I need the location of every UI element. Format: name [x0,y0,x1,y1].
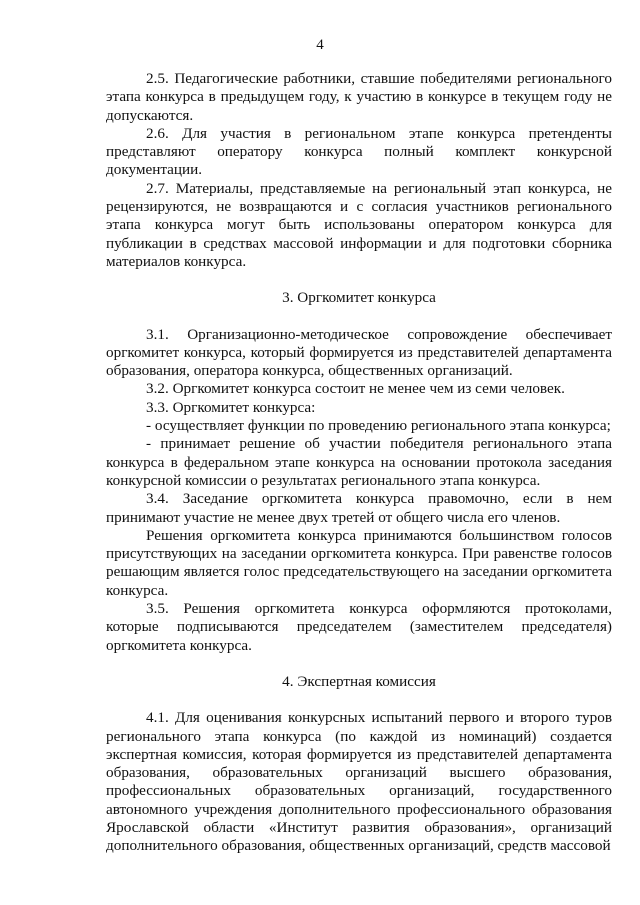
spacer [106,308,612,326]
paragraph-3-4: 3.4. Заседание оргкомитета конкурса правомочно, если в нем принимают участие не менее двух третей от общего числа его членов. [106,490,612,526]
spacer [106,655,612,673]
paragraph-2-7: 2.7. Материалы, представляемые на региональный этап конкурса, не рецензируются, не возвращаются и с согласия участников регионального этапа конкурса могут быть использованы оператором конкурса для публикации в средствах массовой информации и для подготовки сборника материалов конкурса. [106,179,612,270]
paragraph-3-3: 3.3. Оргкомитет конкурса: [146,398,316,416]
paragraph-3-2: 3.2. Оргкомитет конкурса состоит не менее чем из семи человек. [146,380,565,398]
paragraph-4-1: 4.1. Для оценивания конкурсных испытаний первого и второго туров регионального этапа конкурса (по каждой из номинаций) создается экспертная комиссия, которая формируется из представителей департамента образования, образовательных организаций высшего образования, профессиональных образовательных организаций, государственного автономного учреждения дополнительного профессионального образования Ярославской области «Институт развития образования», организаций дополнительного образования, общественных организаций, средств массовой [106,709,612,855]
paragraph-3-1: 3.1. Организационно-методическое сопровождение обеспечивает оргкомитет конкурса, который формируется из представителей департамента образования, оператора конкурса, общественных организаций. [106,325,612,380]
section-4-heading: 4. Экспертная комиссия [282,672,436,690]
spacer [106,691,612,709]
paragraph-2-6: 2.6. Для участия в региональном этапе конкурса претенденты представляют оператору конкурса полный комплект конкурсной документации. [106,124,612,179]
document-body [106,70,612,856]
paragraph-2-5: 2.5. Педагогические работники, ставшие победителями регионального этапа конкурса в предыдущем году, к участию в конкурсе в текущем году не допускаются. [106,70,612,124]
list-item-decision: - принимает решение об участии победителя регионального этапа конкурса в федеральном этапе конкурса на основании протокола заседания конкурсной комиссии о результатах регионального этапа конкурса. [106,435,612,489]
page-number: 4 [316,37,324,53]
spacer [106,271,612,289]
list-item-functions: - осуществляет функции по проведению регионального этапа конкурса; [146,417,611,435]
paragraph-decisions: Решения оргкомитета конкурса принимаются большинством голосов присутствующих на заседании оргкомитета конкурса. При равенстве голосов решающим является голос председательствующего на заседании оргкомитета конкурса. [106,526,612,599]
section-3-heading: 3. Оргкомитет конкурса [282,289,436,307]
paragraph-3-5: 3.5. Решения оргкомитета конкурса оформляются протоколами, которые подписываются председателем (заместителем председателя) оргкомитета конкурса. [106,600,612,654]
